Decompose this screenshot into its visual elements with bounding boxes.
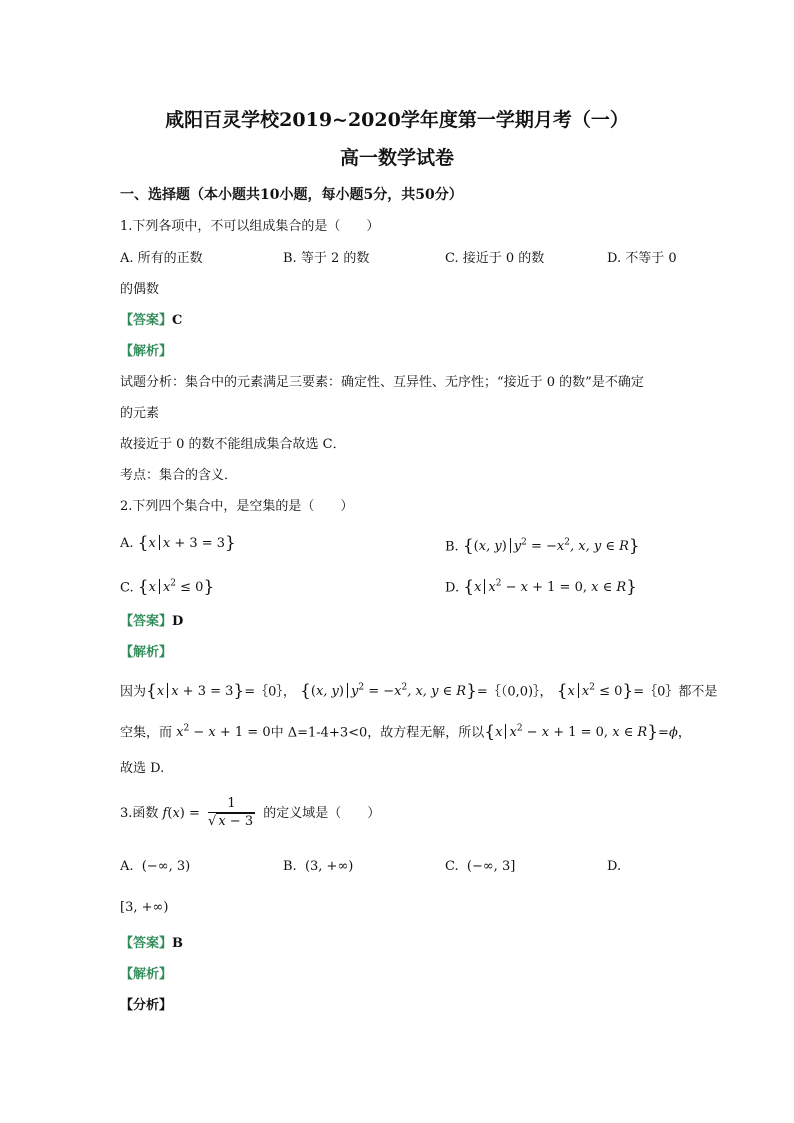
q1-explanation-3: 故接近于 0 的数不能组成集合故选 C．	[120, 437, 346, 452]
q3-option-d-value: [3, +∞)	[120, 900, 169, 915]
q1-option-d-continued: 的偶数	[120, 282, 160, 297]
answer-tag: 【答案】	[120, 313, 173, 328]
q1-explanation-1: 试题分析：集合中的元素满足三要素：确定性、互异性、无序性；“接近于 0 的数”是不确定	[120, 375, 644, 390]
option-label: A.	[120, 859, 134, 874]
q2-answer	[120, 613, 183, 631]
q1-explanation-2: 的元素	[120, 406, 160, 421]
q2-option-c: C. {x $x^2 \le 0$}	[120, 577, 215, 598]
q2-stem: 2.下列四个集合中，是空集的是（ ）	[120, 499, 354, 514]
section-heading: 一、选择题（本小题共10小题，每小题5分，共50分）	[120, 187, 463, 203]
q3-option-b: B. (3, +∞)	[283, 859, 354, 874]
option-label: B.	[445, 539, 459, 555]
option-label: C.	[120, 580, 134, 596]
q2-analysis-tag: 【解析】	[120, 645, 173, 660]
answer-tag: 【答案】	[120, 936, 173, 951]
exam-title: 咸阳百灵学校2019~2020学年度第一学期月考（一）	[165, 109, 629, 131]
q3-stem: 3.函数 f(x) = $\frac{1}{√ x - 3}$ 的定义域是（ ）	[120, 796, 381, 829]
option-label: D.	[445, 580, 460, 596]
option-label: D.	[607, 859, 622, 874]
q1-analysis-tag: 【解析】	[120, 344, 173, 359]
option-label: C.	[445, 859, 459, 874]
q2-option-d: D. {x $x^2 - x + 1 = 0$, x ∈ R}	[445, 577, 637, 598]
q1-option-b: B. 等于 2 的数	[283, 251, 370, 266]
fraction: $\frac{1}{√ x - 3}$	[208, 796, 254, 829]
q2-explanation-1: 因为{x x + 3 = 3}=｛0｝， {(x, y) $y^2 = -x^2$, x, y ∈ R}=｛（0,0)｝， {x $x^2$ ≤ 0}=｛0｝都不是	[120, 681, 718, 702]
q2-option-b: B. {(x, y) $y^2 = -x^2$, x, y ∈ R}	[445, 536, 640, 557]
q1-option-c: C. 接近于 0 的数	[445, 251, 545, 266]
q3-option-d	[607, 857, 621, 877]
option-label: A.	[120, 536, 134, 551]
q3-answer	[120, 935, 183, 953]
q3-fenxi-tag: 【分析】	[120, 998, 173, 1013]
q1-option-d: D. 不等于 0	[607, 251, 677, 266]
q3-analysis-tag: 【解析】	[120, 967, 173, 982]
q1-explanation-4: 考点：集合的含义．	[120, 468, 238, 483]
q2-explanation-2: 空集，而 $x^2 - x + 1 = 0$中 Δ=1-4+3<0，故方程无解，所以{x $x^2 - x + 1 = 0$, x ∈ R}=ϕ，	[120, 722, 691, 743]
answer-value: D	[172, 614, 184, 629]
answer-tag: 【答案】	[120, 614, 173, 629]
option-label: B.	[283, 859, 297, 874]
answer-value: B	[172, 936, 184, 951]
q1-answer	[120, 312, 182, 330]
q3-option-a: A. (−∞, 3)	[120, 859, 191, 874]
q1-stem: 1.下列各项中，不可以组成集合的是（ ）	[120, 219, 380, 234]
exam-subtitle: 高一数学试卷	[339, 147, 454, 169]
answer-value: C	[172, 313, 183, 328]
q2-explanation-3: 故选 D.	[120, 761, 165, 776]
q2-option-a: A. {x x + 3 = 3}	[120, 533, 236, 553]
q1-option-a: A. 所有的正数	[120, 251, 203, 266]
q3-option-c: C. (−∞, 3]	[445, 859, 516, 874]
